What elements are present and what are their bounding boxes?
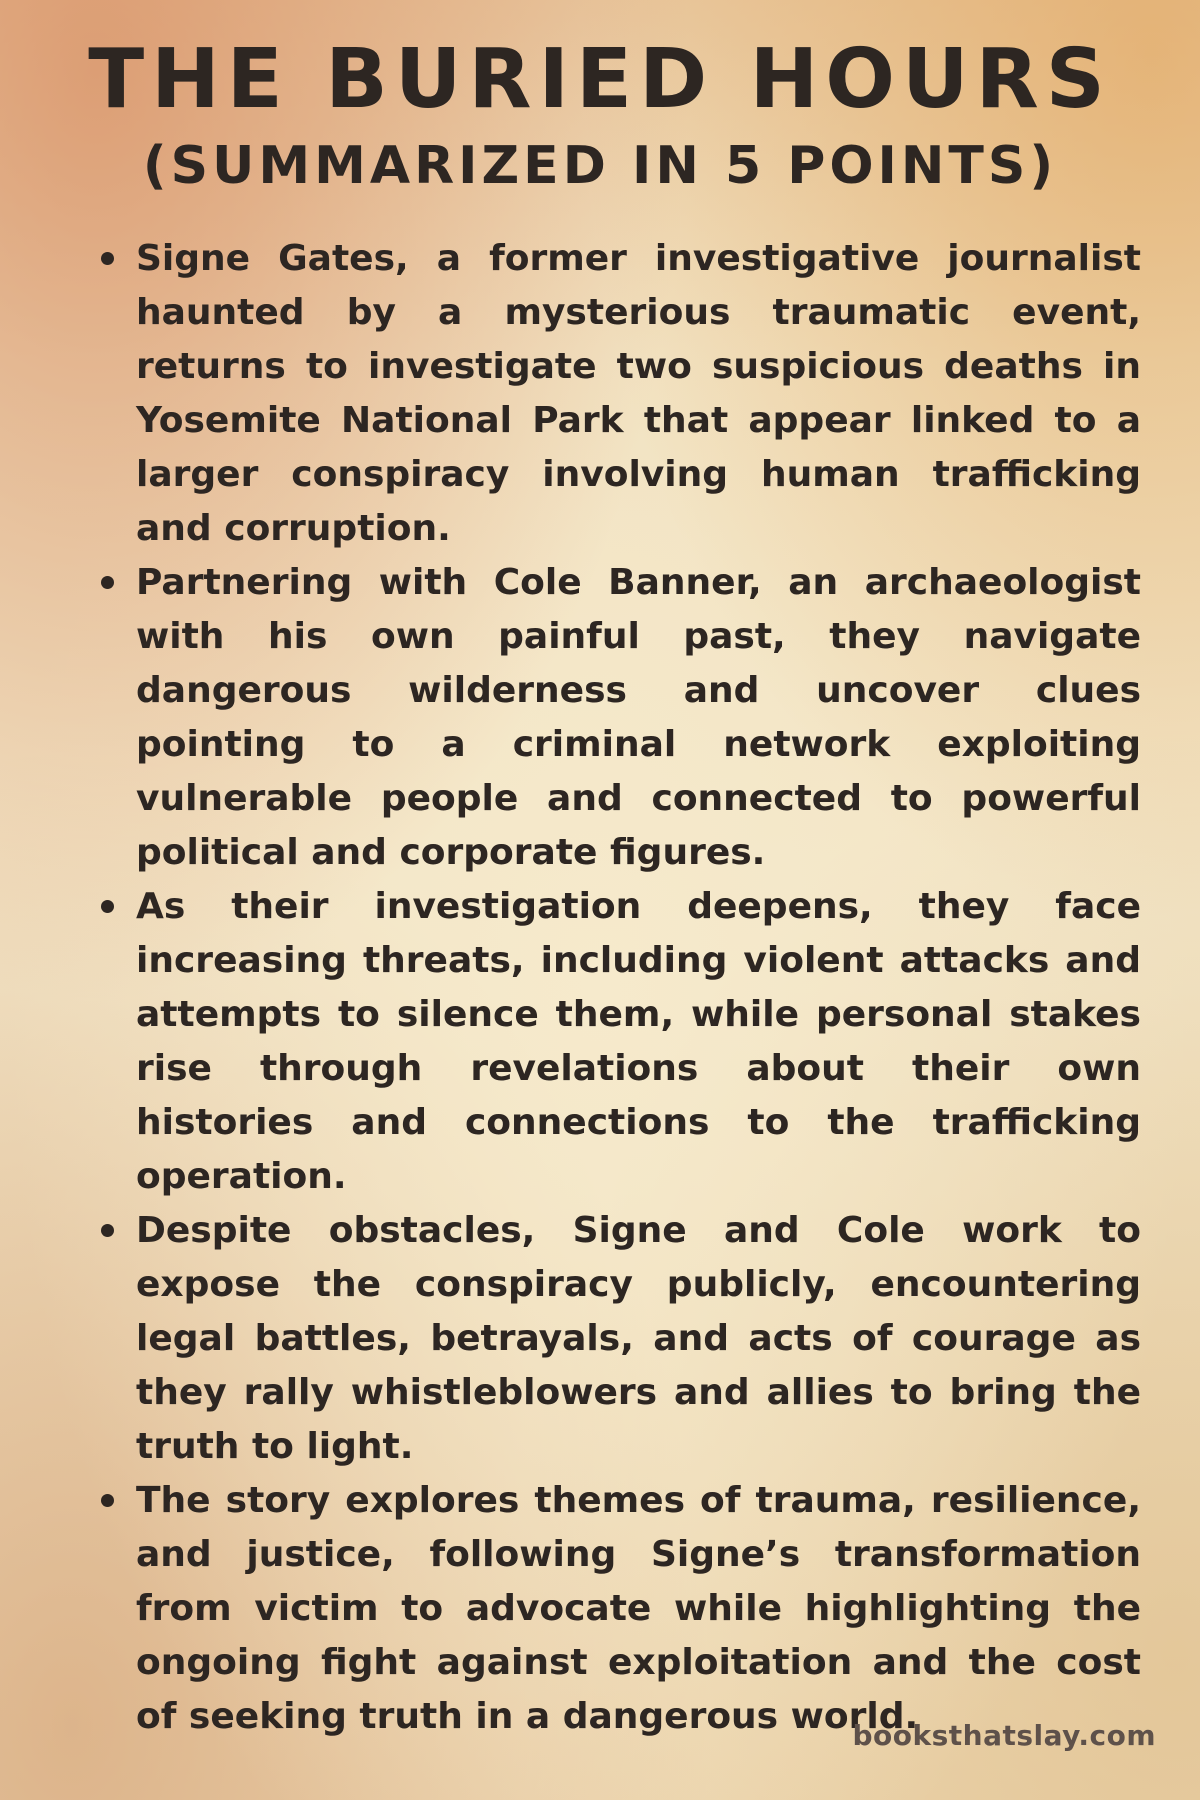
title-block: [0, 30, 1200, 202]
summary-point: [136, 1474, 1141, 1744]
bullet-dot-icon: [101, 252, 114, 265]
summary-point: [136, 232, 1141, 556]
summary-point-text: Signe Gates, a former investigative journalist haunted by a mysterious traumatic event, returns to investigate two suspicious deaths in Yosemite National Park that appear linked to a larger conspiracy involving human trafficking and corruption.: [136, 238, 1141, 549]
summary-point: [136, 1204, 1141, 1474]
bullet-dot-icon: [101, 900, 114, 913]
bullet-dot-icon: [101, 1224, 114, 1237]
site-watermark: booksthatslay.com: [852, 1719, 1156, 1752]
summary-point-text: Despite obstacles, Signe and Cole work to expose the conspiracy publicly, encountering legal battles, betrayals, and acts of courage as they rally whistleblowers and allies to bring the truth to light.: [136, 1210, 1141, 1467]
summary-points-list: [136, 232, 1141, 1744]
book-title: THE BURIED HOURS: [88, 32, 1112, 127]
bullet-dot-icon: [101, 576, 114, 589]
summary-point: [136, 880, 1141, 1204]
summary-point-text: The story explores themes of trauma, resilience, and justice, following Signe’s transformation from victim to advocate while highlighting the ongoing fight against exploitation and the cost of seeking truth in a dangerous world.: [136, 1480, 1141, 1737]
summary-point-text: Partnering with Cole Banner, an archaeologist with his own painful past, they navigate dangerous wilderness and uncover clues pointing to a criminal network exploiting vulnerable people and connected to powerful political and corporate figures.: [136, 562, 1141, 873]
summary-point-text: As their investigation deepens, they face increasing threats, including violent attacks and attempts to silence them, while personal stakes rise through revelations about their own histories and connections to the trafficking operation.: [136, 886, 1141, 1197]
summary-point: [136, 556, 1141, 880]
book-subtitle: (SUMMARIZED IN 5 POINTS): [142, 136, 1058, 196]
bullet-dot-icon: [101, 1494, 114, 1507]
